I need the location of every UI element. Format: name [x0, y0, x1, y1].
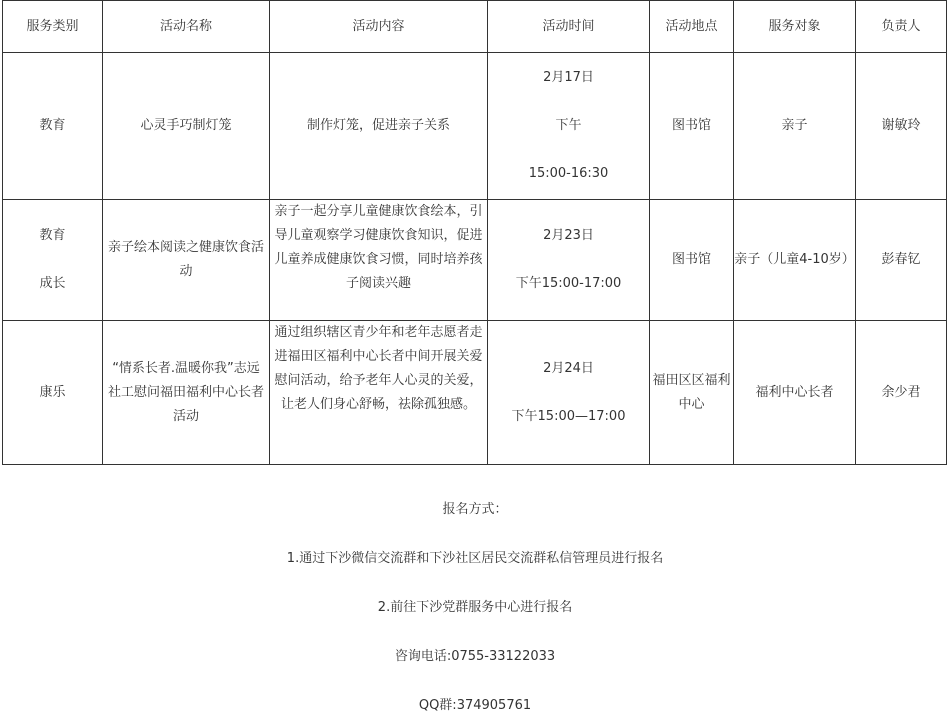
activity-date-text: 2月24日: [543, 360, 594, 376]
header-service-audience: 服务对象: [734, 1, 856, 53]
header-activity-content: 活动内容: [270, 1, 488, 53]
activity-hours-text: 下午15:00—17:00: [511, 408, 626, 424]
signup-method-2: 2.前往下沙党群服务中心进行报名: [377, 600, 573, 615]
activity-content-cell: [270, 53, 488, 200]
activity-time-cell: [488, 200, 650, 321]
activity-period-text: 下午: [555, 118, 582, 133]
consult-phone: 咨询电话:0755-33122033: [394, 649, 556, 664]
category-text: 成长: [39, 276, 66, 291]
signup-title: 报名方式：: [442, 502, 508, 517]
qq-group: QQ群:374905761: [418, 698, 532, 713]
header-activity-name: 活动名称: [103, 1, 270, 53]
signup-method-1: 1.通过下沙微信交流群和下沙社区居民交流群私信管理员进行报名: [286, 551, 664, 566]
activity-date-text: 2月17日: [543, 70, 594, 85]
header-service-category: 服务类别: [3, 1, 103, 53]
service-audience-text: 福利中心长者: [755, 384, 834, 400]
activity-name-cell: [103, 200, 270, 321]
header-owner: 负责人: [856, 1, 947, 53]
spacer: [3, 248, 102, 272]
category-cell: [3, 200, 103, 321]
table-row: [3, 200, 947, 321]
table-header-row: [3, 1, 947, 53]
activity-name-cell: [103, 53, 270, 200]
activity-content-cell: [270, 200, 488, 321]
service-audience-cell: [734, 200, 856, 321]
category-cell: [3, 321, 103, 465]
activity-location-text: 图书馆: [671, 118, 711, 133]
service-audience-text: 亲子: [781, 118, 808, 133]
activity-hours-text: 15:00-16:30: [528, 166, 609, 181]
service-audience-cell: [734, 321, 856, 465]
activity-location-cell: [650, 53, 734, 200]
header-activity-time: 活动时间: [488, 1, 650, 53]
activity-name-text: “情系长者.温暖你我”志远社工慰问福田福利中心长者活动: [107, 360, 264, 424]
activity-content-text: 制作灯笼，促进亲子关系: [306, 118, 450, 133]
owner-cell: [856, 200, 947, 321]
header-activity-location: 活动地点: [650, 1, 734, 53]
spacer: [488, 381, 649, 405]
activity-hours-text: 下午15:00-17:00: [515, 276, 622, 291]
table-row: [3, 53, 947, 200]
category-cell: [3, 53, 103, 200]
spacer: [488, 248, 649, 272]
owner-cell: [856, 321, 947, 465]
activity-location-text: 福田区区福利中心: [652, 372, 731, 412]
service-audience-cell: [734, 53, 856, 200]
activity-location-text: 图书馆: [671, 252, 711, 267]
spacer: [488, 138, 649, 162]
table-row: [3, 321, 947, 465]
activity-name-text: 心灵手巧制灯笼: [140, 118, 232, 133]
activity-schedule-table: [2, 0, 947, 465]
activity-location-cell: [650, 321, 734, 465]
spacer: [488, 90, 649, 114]
activity-content-cell: [270, 321, 488, 465]
activity-location-cell: [650, 200, 734, 321]
activity-name-text: 亲子绘本阅读之健康饮食活动: [107, 240, 264, 279]
activity-time-cell: [488, 53, 650, 200]
owner-text: 彭春钇: [881, 252, 921, 267]
activity-content-text: 通过组织辖区青少年和老年志愿者走进福田区福利中心长者中间开展关爱慰问活动，给予老年人心灵的关爱，让老人们身心舒畅，祛除孤独感。: [274, 325, 483, 412]
category-text: 康乐: [39, 384, 66, 400]
activity-time-cell: [488, 321, 650, 465]
owner-cell: [856, 53, 947, 200]
activity-name-cell: [103, 321, 270, 465]
activity-date-text: 2月23日: [543, 228, 594, 243]
activity-content-text: 亲子一起分享儿童健康饮食绘本，引导儿童观察学习健康饮食知识，促进儿童养成健康饮食习惯，同时培养孩子阅读兴趣: [274, 204, 483, 291]
category-text: 教育: [39, 118, 66, 133]
category-text: 教育: [39, 228, 66, 243]
service-audience-text: 亲子（儿童4-10岁）: [734, 252, 855, 267]
owner-text: 谢敏玲: [881, 118, 921, 133]
owner-text: 余少君: [881, 384, 921, 400]
